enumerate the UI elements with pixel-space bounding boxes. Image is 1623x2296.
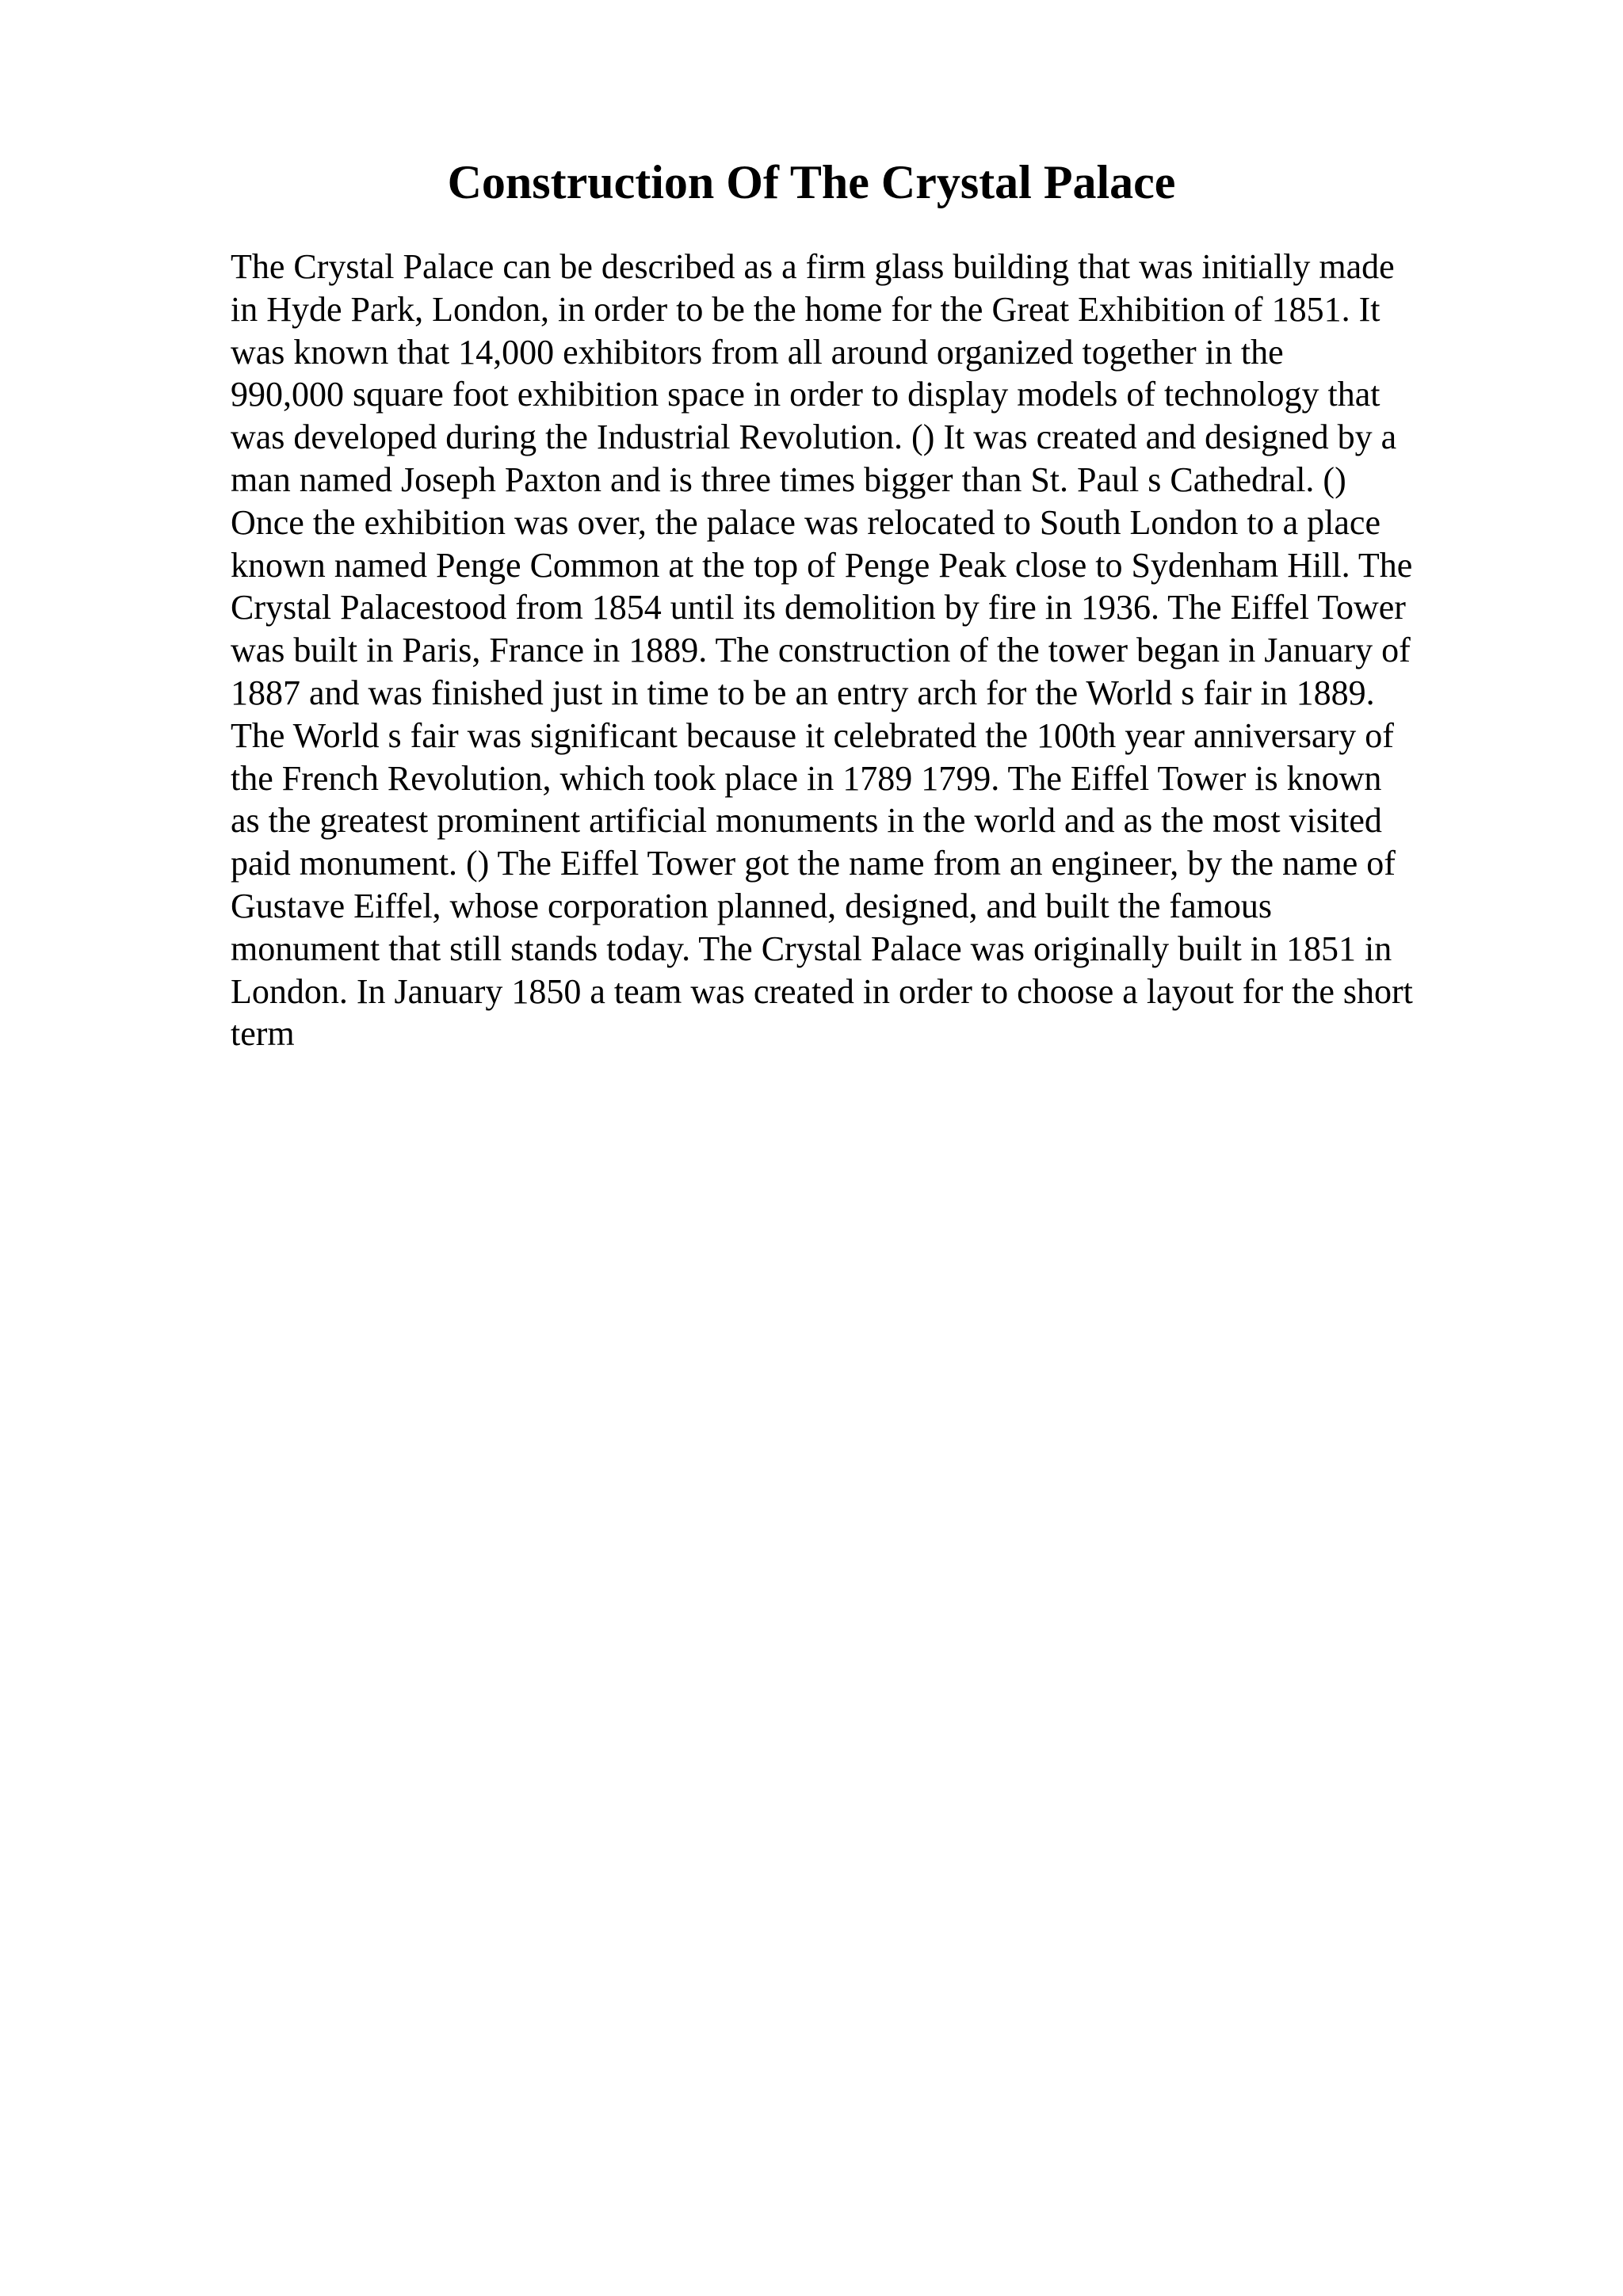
body-line: was known that 14,000 exhibitors from all around organized together in the bbox=[231, 332, 1284, 372]
body-line: the French Revolution, which took place in 1789 1799. The Eiffel Tower is known bbox=[231, 758, 1382, 798]
body-line: in Hyde Park, London, in order to be the home for the Great Exhibition of 1851. It bbox=[231, 289, 1381, 329]
body-line: London. In January 1850 a team was created in order to choose a layout for the short bbox=[231, 971, 1413, 1011]
body-line: Once the exhibition was over, the palace was relocated to South London to a place bbox=[231, 502, 1381, 542]
body-line: The Crystal Palace can be described as a firm glass building that was initially made bbox=[231, 247, 1395, 286]
body-line: as the greatest prominent artificial monuments in the world and as the most visited bbox=[231, 801, 1382, 841]
body-line: man named Joseph Paxton and is three times bigger than St. Paul s Cathedral. () bbox=[231, 460, 1346, 499]
body-line: 990,000 square foot exhibition space in order to display models of technology that bbox=[231, 375, 1381, 414]
body-line: Crystal Palacestood from 1854 until its demolition by fire in 1936. The Eiffel Tower bbox=[231, 588, 1406, 627]
body-line: term bbox=[231, 1014, 295, 1054]
body-line: known named Penge Common at the top of Penge Peak close to Sydenham Hill. The bbox=[231, 545, 1413, 585]
body-line: was built in Paris, France in 1889. The construction of the tower began in January of bbox=[231, 631, 1411, 670]
body-line: monument that still stands today. The Crystal Palace was originally built in 1851 in bbox=[231, 929, 1392, 968]
document-title: Construction Of The Crystal Palace bbox=[447, 156, 1176, 208]
body-line: was developed during the Industrial Revolution. () It was created and designed by a bbox=[231, 418, 1397, 457]
body-line: The World s fair was significant because it celebrated the 100th year anniversary of bbox=[231, 715, 1394, 755]
document-body bbox=[231, 246, 1499, 1055]
body-line: paid monument. () The Eiffel Tower got the name from an engineer, by the name of bbox=[231, 844, 1396, 883]
body-line: 1887 and was finished just in time to be an entry arch for the World s fair in 1889. bbox=[231, 673, 1375, 712]
body-line: Gustave Eiffel, whose corporation planned, designed, and built the famous bbox=[231, 886, 1272, 925]
